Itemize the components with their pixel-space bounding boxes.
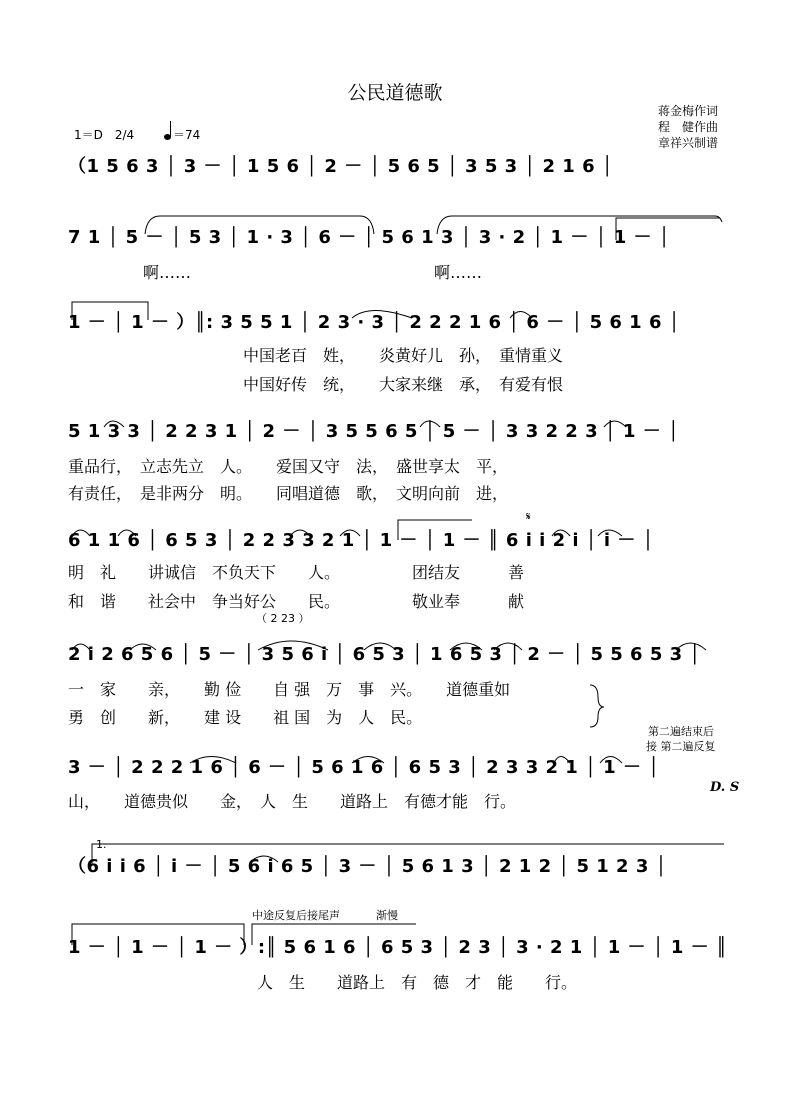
slur bbox=[600, 757, 622, 764]
ds-marking: D. S bbox=[710, 780, 740, 795]
lyric-line: 一 家 亲， 勤 俭 自 强 万 事 兴。 道德重如 bbox=[68, 680, 511, 699]
slur bbox=[598, 530, 622, 536]
lyric-line: 山， 道德贵似 金， 人 生 道路上 有德才能 行。 bbox=[68, 792, 517, 811]
slur bbox=[72, 644, 90, 650]
slur bbox=[420, 421, 440, 427]
score-row: 1 － │ 1 － ）║: 3 5 5 1 │ 2 3 · 3 │ 2 2 2 1 6 │ 6 － │ 5 6 1 6 │ bbox=[68, 312, 681, 333]
slur bbox=[352, 757, 384, 764]
lyric-line: 中国老百 姓， 炎黄好儿 孙， 重情重义 bbox=[243, 346, 564, 365]
slur bbox=[494, 643, 522, 650]
ending-bracket bbox=[92, 844, 724, 865]
slur bbox=[145, 216, 374, 234]
slur bbox=[118, 530, 136, 536]
slur bbox=[72, 530, 90, 536]
arranger: 章祥兴制谱 bbox=[658, 136, 719, 150]
ending-bracket bbox=[398, 520, 472, 540]
first-ending-label: 1. bbox=[96, 838, 107, 851]
slur bbox=[104, 421, 124, 427]
slur bbox=[340, 530, 360, 536]
lyric-line: 中国好传 统， 大家来继 承， 有爱有恨 bbox=[243, 375, 564, 394]
ending-bracket bbox=[72, 924, 244, 945]
lyric-line: 和 谐 社会中 争当好公 民。 敬业奉 献 bbox=[68, 592, 525, 611]
slur bbox=[190, 757, 236, 764]
lyric-line: 重品行， 立志先立 人。 爱国又守 法， 盛世享太 平， bbox=[68, 457, 509, 476]
ending-bracket bbox=[616, 218, 720, 240]
ending-bracket bbox=[72, 302, 148, 320]
score-row: （1 5 6 3 │ 3 － │ 1 5 6 │ 2 － │ 5 6 5 │ 3 5 3 │ 2 1 6 │ bbox=[68, 156, 614, 177]
slur bbox=[290, 530, 310, 536]
score-row: 2 i 2 6 5 6 │ 5 － │ 3 5 6 i │ 6 5 3 │ 1 6 5 3 │ 2 － │ 5 5 6 5 3 │ bbox=[68, 644, 701, 665]
slur bbox=[510, 312, 532, 319]
slur bbox=[352, 311, 412, 319]
slur bbox=[676, 643, 706, 650]
composer: 程 健作曲 bbox=[658, 120, 719, 134]
slur bbox=[437, 216, 722, 234]
key-signature: 1＝D 2/4 bbox=[74, 128, 135, 142]
repeat-note: 中途反复后接尾声 bbox=[252, 909, 340, 922]
lyricist: 蒋金梅作词 bbox=[658, 104, 719, 118]
slur bbox=[552, 530, 570, 536]
slur bbox=[250, 856, 278, 862]
lyric-ah-1: 啊…… bbox=[143, 263, 192, 282]
slur bbox=[130, 644, 156, 650]
lyric-ah-2: 啊…… bbox=[434, 263, 483, 282]
lyric-line: 人 生 道路上 有 德 才 能 行。 bbox=[257, 973, 578, 992]
second-ending-note: 接 第二遍反复 bbox=[646, 740, 716, 753]
score-row: 1 － │ 1 － │ 1 － ）:║ 5 6 1 6 │ 6 5 3 │ 2 3 │ 3 · 2 1 │ 1 － │ 1 － ║ bbox=[68, 937, 728, 958]
slur bbox=[604, 421, 626, 427]
svg-text:𝄋: 𝄋 bbox=[526, 510, 531, 523]
lyric-line: 勇 创 新， 建 设 祖 国 为 人 民。 bbox=[68, 708, 423, 727]
slur bbox=[450, 643, 482, 650]
segno-icon bbox=[526, 510, 531, 523]
second-ending-note: 第二遍结束后 bbox=[648, 725, 714, 738]
slur bbox=[554, 757, 570, 764]
slur bbox=[364, 643, 396, 650]
score-row: 3 － │ 2 2 2 1 6 │ 6 － │ 5 6 1 6 │ 6 5 3 │ 2 3 3 2 1 │ 1 － │ bbox=[68, 757, 660, 778]
brace bbox=[590, 685, 604, 727]
page-title: 公民道德歌 bbox=[347, 82, 443, 104]
alt-rhythm-note: （ 2 23 ） bbox=[256, 612, 310, 625]
lyric-line: 有责任， 是非两分 明。 同唱道德 歌， 文明向前 进， bbox=[68, 484, 509, 503]
slow-marking: 渐慢 bbox=[376, 909, 398, 922]
score-row: 6 1 1 6 │ 6 5 3 │ 2 2 3 3 2 1 │ 1 － │ 1 － ║ 6 i i 2 i │ i － │ bbox=[68, 530, 654, 551]
tempo-value: ＝74 bbox=[173, 128, 201, 142]
score-row: 7 1 │ 5 － │ 5 3 │ 1 · 3 │ 6 － │ 5 6 1 3 │ 3 · 2 │ 1 － │ 1 － │ bbox=[68, 227, 671, 248]
lyric-line: 明 礼 讲诚信 不负天下 人。 团结友 善 bbox=[68, 563, 525, 582]
score-row: （6 i i 6 │ i － │ 5 6 i 6 5 │ 3 － │ 5 6 1 3 │ 2 1 2 │ 5 1 2 3 │ bbox=[68, 856, 667, 877]
ending-bracket bbox=[252, 924, 416, 945]
slur bbox=[258, 641, 328, 650]
score-row: 5 1 3 3 │ 2 2 3 1 │ 2 － │ 3 5 5 6 5 │ 5 － │ 3 3 2 2 3 │ 1 － │ bbox=[68, 421, 680, 442]
